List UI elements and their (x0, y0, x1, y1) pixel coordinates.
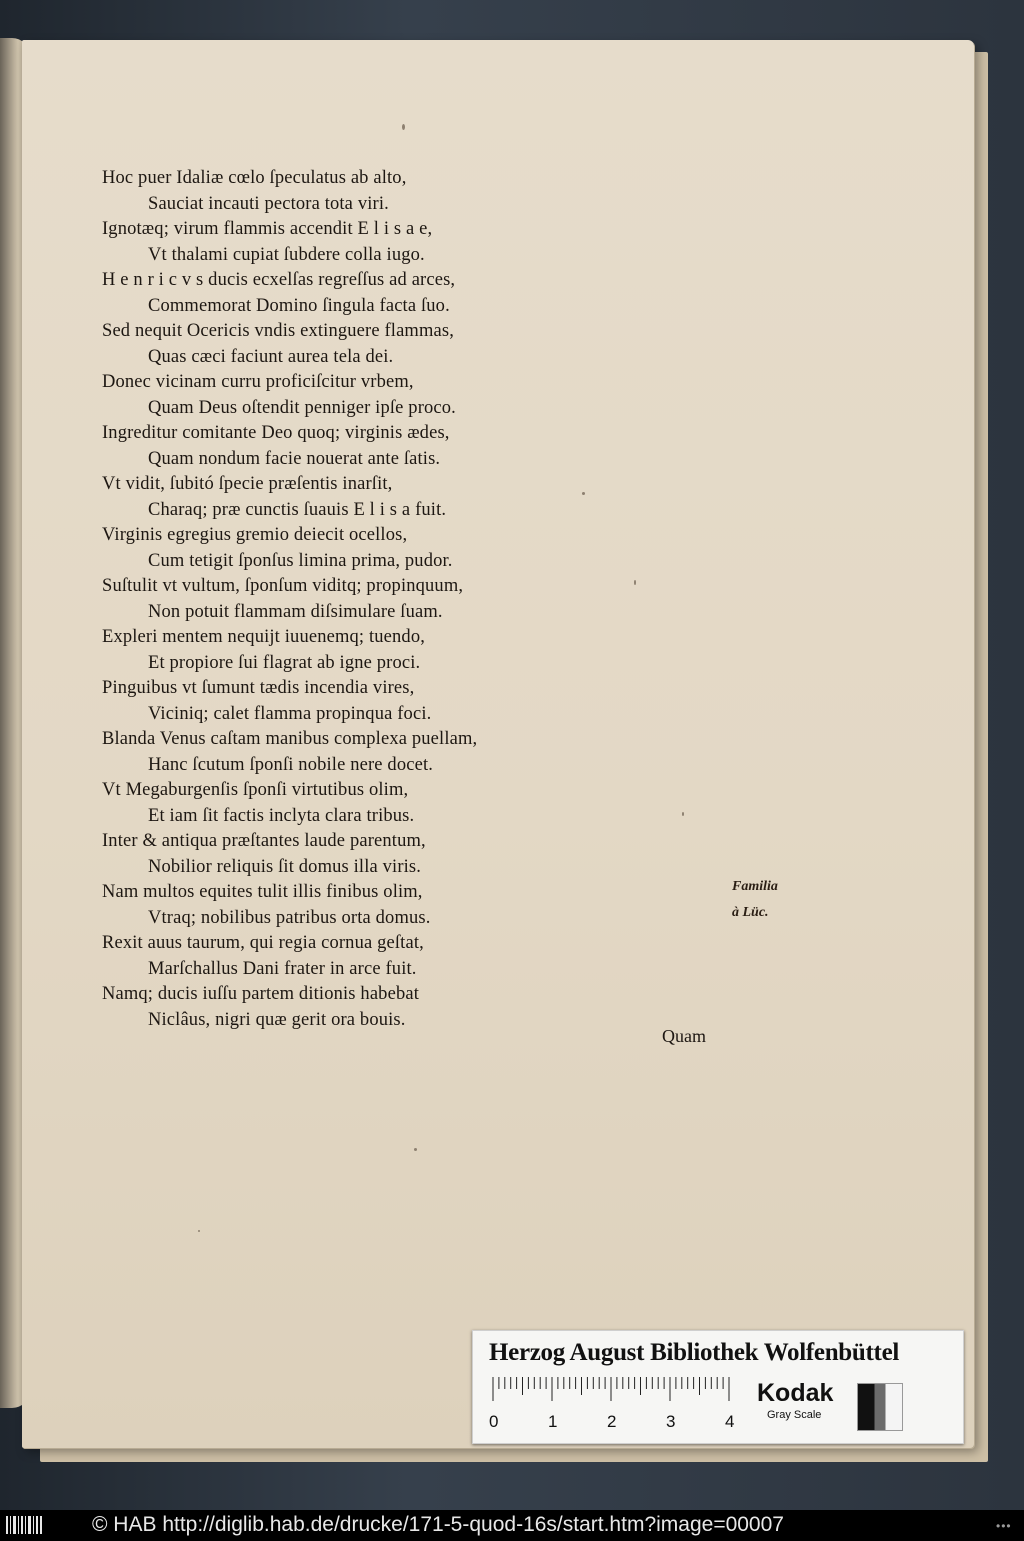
verse-line: Vt vidit, ſubitó ſpecie præſentis inarſit, (102, 474, 393, 494)
verse-line: Et iam ſit factis inclyta clara tribus. (148, 805, 415, 826)
marginal-note-line: à Lüc. (732, 905, 769, 920)
ruler-scale (487, 1375, 749, 1433)
verse-line: Cum tetigit ſponſus limina prima, pudor. (148, 550, 453, 571)
verse-line: Rexit auus taurum, qui regia cornua geſtat, (102, 933, 424, 953)
verse-line: Nobilior reliquis ſit domus illa viris. (148, 856, 422, 877)
verse-line: Quam nondum facie nouerat ante ſatis. (148, 448, 441, 469)
marginal-note-line: Familia (732, 879, 778, 894)
paper-speck (682, 812, 684, 816)
verse-line: Viciniq; calet flamma propinqua foci. (148, 703, 432, 724)
barcode-icon (6, 1514, 44, 1536)
paper-speck (414, 1148, 417, 1151)
library-color-card (472, 1330, 964, 1444)
verse-line: Suſtulit vt vultum, ſponſum viditq; propinquum, (102, 576, 464, 596)
verse-line: Non potuit flammam diſsimulare ſuam. (148, 601, 443, 622)
verse-line: Pinguibus vt ſumunt tædis incendia vires, (102, 678, 415, 698)
verse-line: Vtraq; nobilibus patribus orta domus. (148, 907, 431, 928)
verse-line: Donec vicinam curru proficiſcitur vrbem, (102, 372, 414, 392)
ruler-number: 3 (666, 1412, 676, 1431)
verse-line: Quas cæci faciunt aurea tela dei. (148, 346, 394, 367)
copyright-url-text[interactable]: © HAB http://diglib.hab.de/drucke/171-5-quod-16s/start.htm?image=00007 (92, 1513, 784, 1536)
marginal-note (732, 874, 822, 926)
verse-line: Virginis egregius gremio deiecit ocellos, (102, 525, 408, 545)
verse-line: Niclâus, nigri quæ gerit ora bouis. (148, 1009, 406, 1030)
verse-line: Inter & antiqua præſtantes laude parentum, (102, 831, 426, 851)
verse-line: Sauciat incauti pectora tota viri. (148, 193, 389, 214)
verse-line: Marſchallus Dani frater in arce fuit. (148, 958, 417, 979)
kodak-logo: Kodak (757, 1379, 834, 1407)
verse-line: Vt Megaburgenſis ſponſi virtutibus olim, (102, 780, 409, 800)
verse-line: Vt thalami cupiat ſubdere colla iugo. (148, 244, 425, 265)
ruler-number: 4 (725, 1412, 735, 1431)
verse-line: Namq; ducis iuſſu partem ditionis habebat (102, 984, 419, 1004)
verse-line: Quam Deus oſtendit penniger ipſe proco. (148, 397, 456, 418)
gray-scale-patch (857, 1383, 903, 1431)
verse-line: H e n r i c v s ducis ecxelſas regreſſus ad arces, (102, 270, 456, 290)
ruler-number: 1 (548, 1412, 558, 1431)
verse-text-block (102, 166, 622, 1033)
verse-line: Commemorat Domino ſingula facta ſuo. (148, 295, 450, 316)
verse-line: Et propiore ſui flagrat ab igne proci. (148, 652, 421, 673)
verse-line: Hoc puer Idaliæ cœlo ſpeculatus ab alto, (102, 168, 407, 188)
verse-line: Ignotæq; virum flammis accendit E l i s a e, (102, 219, 433, 239)
verse-line: Expleri mentem nequijt iuuenemq; tuendo, (102, 627, 425, 647)
paper-speck (402, 124, 405, 130)
library-name: Herzog August Bibliothek Wolfenbüttel (489, 1339, 900, 1366)
verse-line: Ingreditur comitante Deo quoq; virginis ædes, (102, 423, 450, 443)
verse-line: Nam multos equites tulit illis finibus olim, (102, 882, 423, 902)
paper-speck (634, 580, 636, 585)
catchword: Quam (662, 1026, 706, 1046)
more-options-icon[interactable]: ••• (996, 1519, 1012, 1533)
ruler-number: 2 (607, 1412, 617, 1431)
ruler-number: 0 (489, 1412, 499, 1431)
footer-bar (0, 1510, 1024, 1541)
paper-speck (198, 1230, 200, 1232)
verse-line: Sed nequit Ocericis vndis extinguere flammas, (102, 321, 454, 341)
verse-line: Hanc ſcutum ſponſi nobile nere docet. (148, 754, 434, 775)
verse-line: Charaq; præ cunctis ſuauis E l i s a fuit. (148, 499, 447, 520)
verse-line: Blanda Venus caſtam manibus complexa puellam, (102, 729, 478, 749)
gray-scale-label: Gray Scale (767, 1409, 822, 1421)
